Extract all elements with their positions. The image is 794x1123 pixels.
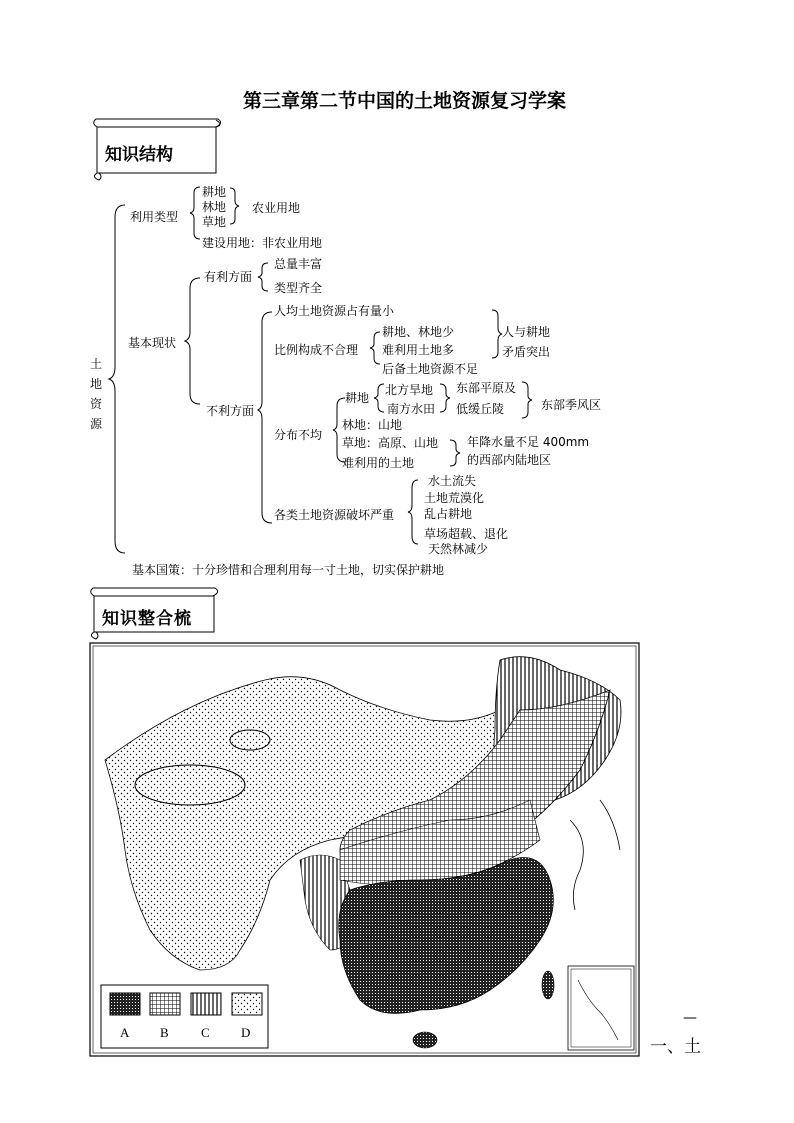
damage-item-4: 草场超载、退化 <box>424 527 509 541</box>
dist-plains-1: 东部平原及 <box>456 381 517 395</box>
favorable-item-1: 总量丰富 <box>274 257 323 271</box>
ratio-item-3: 后备土地资源不足 <box>382 362 479 376</box>
footer-heading: 一、土 <box>650 1037 701 1057</box>
use-item-cultivated: 耕地 <box>202 185 227 199</box>
ratio-item-2: 难利用土地多 <box>382 343 455 357</box>
unfavorable-label: 不利方面 <box>206 404 255 418</box>
damage-item-2: 土地荒漠化 <box>424 491 485 505</box>
ratio-result-2: 矛盾突出 <box>502 345 551 359</box>
use-item-forest: 林地 <box>202 200 227 214</box>
legend-c: C <box>201 1025 210 1040</box>
dist-plains-2: 低缓丘陵 <box>456 402 505 416</box>
legend-b: B <box>160 1025 169 1040</box>
legend-d: D <box>241 1025 251 1040</box>
ratio-result-1: 人与耕地 <box>502 325 551 339</box>
section-knowledge-integration: 知识整合梳 <box>102 609 192 629</box>
dist-rain-1: 年降水量不足 400mm <box>467 435 590 449</box>
damage-item-1: 水土流失 <box>428 474 477 488</box>
use-types-label: 利用类型 <box>130 210 179 224</box>
dist-rain-2: 的西部内陆地区 <box>467 453 552 467</box>
dist-grass: 草地：高原、山地 <box>342 436 439 450</box>
favorable-item-2: 类型齐全 <box>274 281 323 295</box>
basic-policy: 基本国策：十分珍惜和合理利用每一寸土地，切实保护耕地 <box>132 563 445 577</box>
legend-a: A <box>120 1025 130 1040</box>
construction-land: 建设用地：非农业用地 <box>202 236 323 250</box>
dist-north: 北方旱地 <box>385 383 434 397</box>
section-knowledge-structure: 知识结构 <box>105 145 173 165</box>
damage-item-5: 天然林减少 <box>428 542 489 556</box>
distribution-label: 分布不均 <box>274 428 323 442</box>
dist-forest: 林地：山地 <box>342 418 403 432</box>
dist-cultivated: 耕地 <box>345 391 370 405</box>
ratio-item-1: 耕地、林地少 <box>382 325 455 339</box>
agricultural-land: 农业用地 <box>252 201 301 215</box>
root-char-4: 源 <box>90 417 103 431</box>
use-item-grass: 草地 <box>202 215 227 229</box>
page-title: 第三章第二节中国的土地资源复习学案 <box>243 90 567 112</box>
per-capita: 人均土地资源占有量小 <box>274 304 395 318</box>
dist-monsoon: 东部季风区 <box>541 398 602 412</box>
root-char-3: 资 <box>90 397 103 411</box>
ratio-label: 比例构成不合理 <box>274 343 359 357</box>
damage-label: 各类土地资源破坏严重 <box>274 508 395 522</box>
root-char-2: 地 <box>90 377 103 391</box>
damage-item-3: 乱占耕地 <box>424 507 473 521</box>
favorable-label: 有利方面 <box>204 270 253 284</box>
dist-hard: 难利用的土地 <box>342 456 415 470</box>
footer-dash: — <box>683 1010 697 1026</box>
root-char-1: 土 <box>90 357 103 371</box>
status-label: 基本现状 <box>128 336 177 350</box>
china-map <box>90 643 639 1056</box>
dist-south: 南方水田 <box>387 402 436 416</box>
